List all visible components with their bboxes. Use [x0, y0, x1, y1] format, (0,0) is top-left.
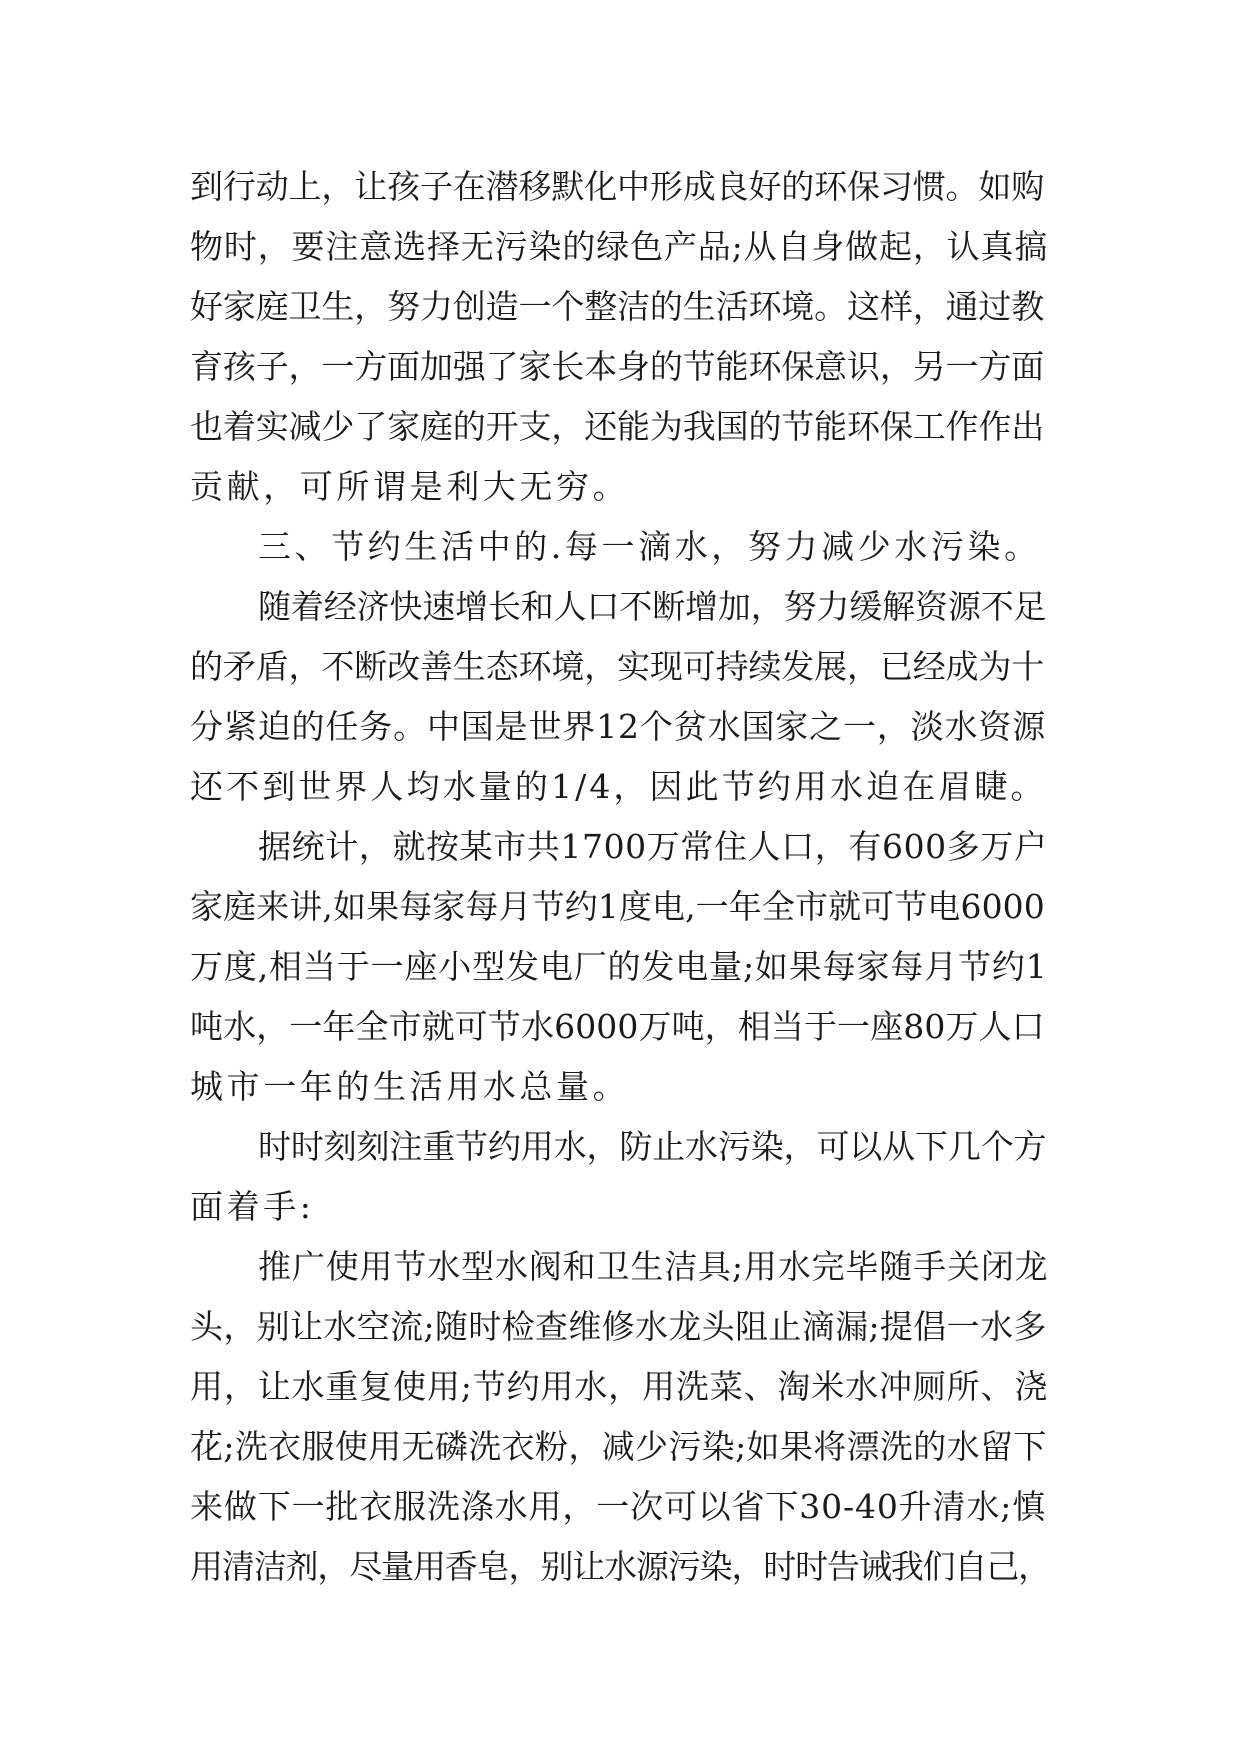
text-line: 面着手:	[190, 1187, 315, 1226]
paragraph	[190, 817, 1050, 1117]
text-line: 的矛盾，不断改善生态环境，实现可持续发展，已经成为十	[190, 647, 1045, 686]
text-line: 随着经济快速增长和人口不断增加，努力缓解资源不足	[258, 587, 1047, 626]
document-body	[190, 157, 1050, 1597]
text-line: 家庭来讲,如果每家每月节约1度电,一年全市就可节电6000	[190, 887, 1045, 926]
heading-line: 三、节约生活中的.每一滴水，努力减少水污染。	[258, 527, 1041, 566]
paragraph	[190, 1237, 1050, 1597]
text-line: 分紧迫的任务。中国是世界12个贫水国家之一，淡水资源	[190, 707, 1047, 746]
text-line: 到行动上，让孩子在潜移默化中形成良好的环保习惯。如购	[190, 167, 1045, 206]
text-line: 用清洁剂，尽量用香皂，别让水源污染，时时告诫我们自己，	[190, 1547, 1050, 1586]
text-line: 物时，要注意选择无污染的绿色产品;从自身做起，认真搞	[190, 227, 1049, 266]
text-line: 花;洗衣服使用无磷洗衣粉，减少污染;如果将漂洗的水留下	[190, 1427, 1047, 1466]
text-line: 吨水，一年全市就可节水6000万吨，相当于一座80万人口	[190, 1007, 1045, 1046]
text-line: 头，别让水空流;随时检查维修水龙头阻止滴漏;提倡一水多	[190, 1307, 1047, 1346]
text-line: 用，让水重复使用;节约用水，用洗菜、淘米水冲厕所、浇	[190, 1367, 1049, 1406]
paragraph	[190, 577, 1050, 817]
text-line: 也着实减少了家庭的开支，还能为我国的节能环保工作作出	[190, 407, 1045, 446]
text-line: 万度,相当于一座小型发电厂的发电量;如果每家每月节约1	[190, 947, 1048, 986]
paragraph-continuation	[190, 157, 1050, 517]
text-line: 还不到世界人均水量的1/4，因此节约用水迫在眉睫。	[190, 767, 1047, 806]
paragraph	[190, 1117, 1050, 1237]
text-line: 贡献，可所谓是利大无穷。	[190, 467, 630, 506]
text-line: 推广使用节水型水阀和卫生洁具;用水完毕随手关闭龙	[258, 1247, 1049, 1286]
text-line: 好家庭卫生，努力创造一个整洁的生活环境。这样，通过教	[190, 287, 1045, 326]
section-heading	[190, 517, 1050, 577]
text-line: 城市一年的生活用水总量。	[190, 1067, 630, 1106]
text-line: 时时刻刻注重节约用水，防止水污染，可以从下几个方	[258, 1127, 1047, 1166]
text-line: 育孩子，一方面加强了家长本身的节能环保意识，另一方面	[190, 347, 1045, 386]
text-line: 据统计，就按某市共1700万常住人口，有600多万户	[258, 827, 1048, 866]
text-line: 来做下一批衣服洗涤水用，一次可以省下30-40升清水;慎	[190, 1487, 1047, 1526]
